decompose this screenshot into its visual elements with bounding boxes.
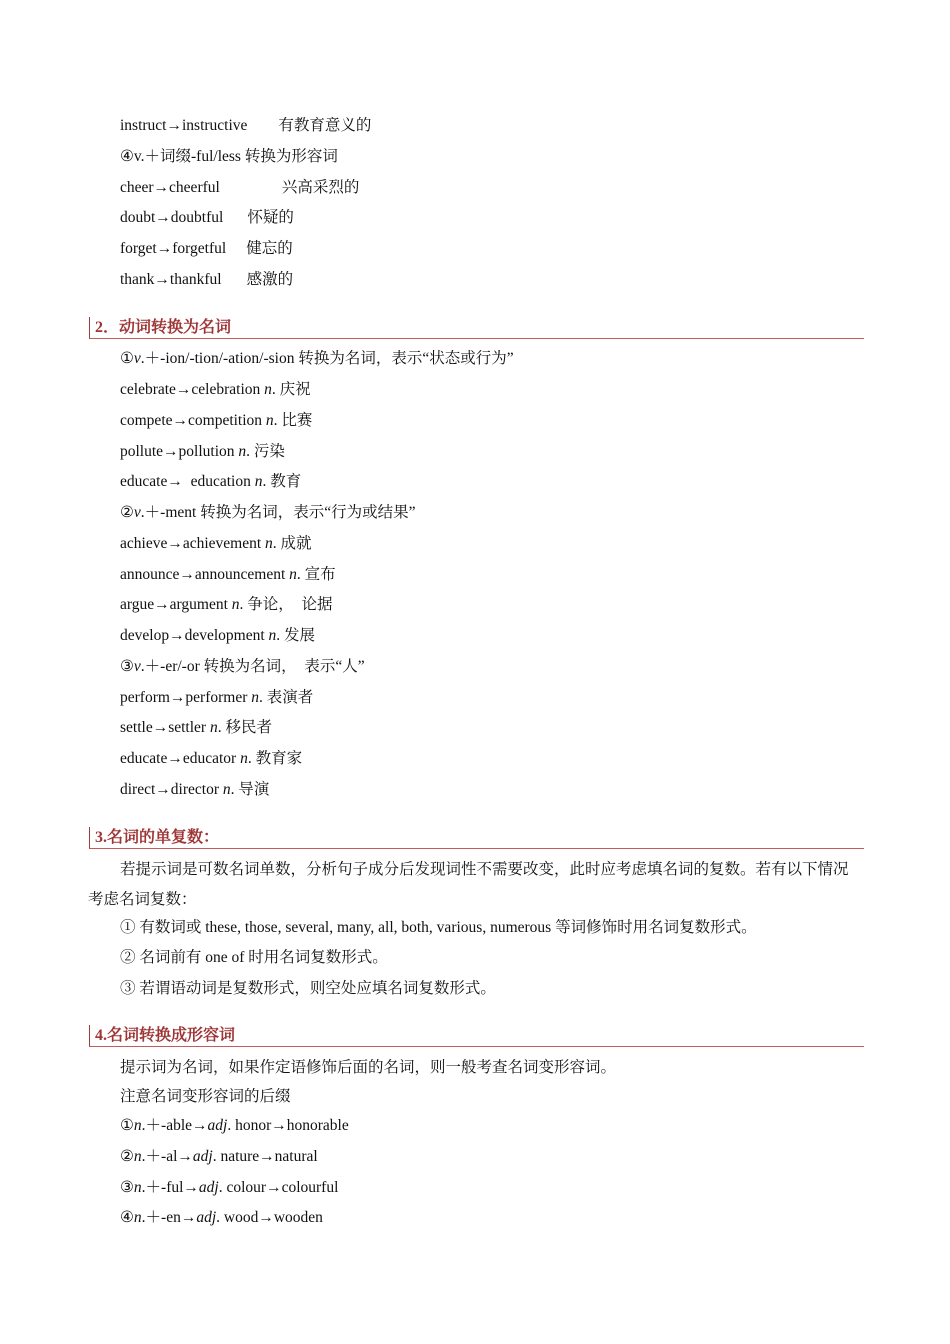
word-pair: educate→ education n. 教育 bbox=[120, 473, 302, 490]
word-pair-en: thank→thankful bbox=[120, 271, 222, 288]
word-pair-en: forget→forgetful bbox=[120, 240, 227, 257]
rule-line: ①v.＋-ion/-tion/-ation/-sion 转换为名词，表示“状态或行为” bbox=[120, 350, 514, 367]
word-pair-cn: 兴高采烈的 bbox=[281, 179, 360, 196]
word-pair bbox=[120, 116, 371, 136]
word-pair: develop→development n. 发展 bbox=[120, 627, 316, 644]
suffix-rule: ③n.＋-ful→adj. colour→colourful bbox=[120, 1179, 339, 1196]
rule-line: ③v.＋-er/-or 转换为名词， 表示“人” bbox=[120, 658, 365, 675]
word-pair: celebrate→celebration n. 庆祝 bbox=[120, 381, 311, 398]
suffix-rule: ①n.＋-able→adj. honor→honorable bbox=[120, 1117, 349, 1134]
word-pair: compete→competition n. 比赛 bbox=[120, 412, 313, 429]
section-heading: 4.名词转换成形容词 bbox=[89, 1025, 864, 1047]
word-pair bbox=[120, 208, 294, 228]
word-pair: perform→performer n. 表演者 bbox=[120, 689, 314, 706]
section-heading: 3.名词的单复数： bbox=[89, 827, 864, 849]
word-pair-en: cheer→cheerful bbox=[120, 179, 220, 196]
section-heading: 2．动词转换为名词 bbox=[89, 317, 864, 339]
suffix-rule: ②n.＋-al→adj. nature→natural bbox=[120, 1148, 318, 1165]
word-pair bbox=[120, 178, 359, 198]
word-pair-cn: 有教育意义的 bbox=[278, 117, 372, 134]
paragraph: 若提示词是可数名词单数，分析句子成分后发现词性不需要改变，此时应考虑填名词的复数。若有以下情况考虑名词复数： bbox=[88, 861, 849, 908]
paragraph: 提示词为名词，如果作定语修饰后面的名词，则一般考查名词变形容词。 bbox=[120, 1059, 617, 1076]
rule-line: ②v.＋-ment 转换为名词，表示“行为或结果” bbox=[120, 504, 416, 521]
word-pair: direct→director n. 导演 bbox=[120, 781, 270, 798]
word-pair-en: instruct→instructive bbox=[120, 117, 248, 134]
word-pair: argue→argument n. 争论， 论据 bbox=[120, 596, 333, 613]
word-pair: pollute→pollution n. 污染 bbox=[120, 443, 285, 460]
word-pair-cn: 健忘的 bbox=[246, 240, 293, 257]
suffix-rule: ④n.＋-en→adj. wood→wooden bbox=[120, 1209, 323, 1226]
word-pair-cn: 感激的 bbox=[246, 271, 294, 288]
word-pair bbox=[120, 239, 293, 259]
word-pair: educate→educator n. 教育家 bbox=[120, 750, 303, 767]
list-item: ② 名词前有 one of 时用名词复数形式。 bbox=[120, 949, 388, 966]
word-pair bbox=[120, 270, 293, 290]
list-item: ③ 若谓语动词是复数形式，则空处应填名词复数形式。 bbox=[120, 980, 496, 997]
word-pair: achieve→achievement n. 成就 bbox=[120, 535, 312, 552]
list-item: ① 有数词或 these, those, several, many, all, both, various, numerous 等词修饰时用名词复数形式。 bbox=[120, 919, 757, 936]
paragraph: 注意名词变形容词的后缀 bbox=[120, 1088, 291, 1105]
word-pair: settle→settler n. 移民者 bbox=[120, 719, 272, 736]
rule-line: ④v.＋词缀-ful/less 转换为形容词 bbox=[120, 148, 338, 165]
word-pair: announce→announcement n. 宣布 bbox=[120, 566, 336, 583]
word-pair-en: doubt→doubtful bbox=[120, 209, 224, 226]
word-pair-cn: 怀疑的 bbox=[247, 209, 294, 226]
